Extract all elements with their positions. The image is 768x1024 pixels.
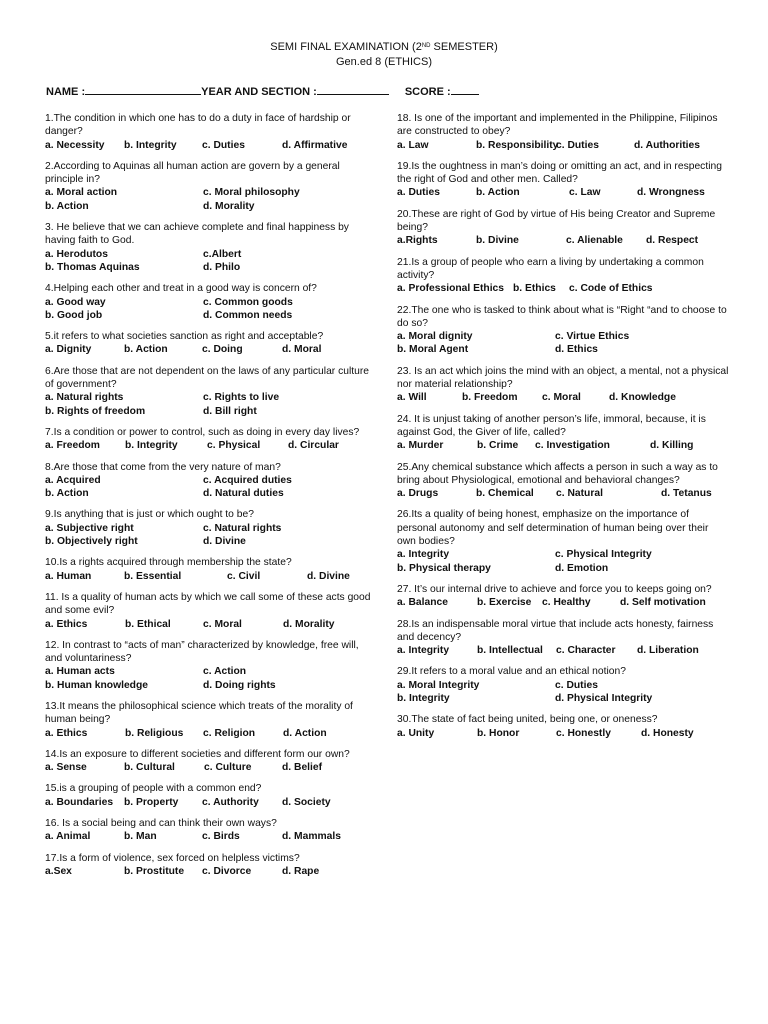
options-row <box>45 343 377 356</box>
question-stem: 20.These are right of God by virtue of His being Creator and Supreme being? <box>397 208 716 234</box>
answer-option: c. Duties <box>202 139 245 151</box>
answer-option: a. Balance <box>397 597 448 609</box>
answer-option: b. Thomas Aquinas <box>45 261 140 273</box>
options-row <box>397 644 729 657</box>
options-row <box>45 796 377 809</box>
answer-option: b. Property <box>124 796 179 808</box>
question-stem: 28.Is an indispensable moral virtue that include acts honesty, fairness and decency? <box>397 618 714 643</box>
answer-option: c. Code of Ethics <box>569 283 653 295</box>
answer-option: b. Essential <box>124 570 182 582</box>
question-stem: 26.Its a quality of being honest, emphasize on the importance of personal autonomy and self determination of human being over their own bodies? <box>397 509 709 548</box>
answer-option: b. Crime <box>477 440 519 452</box>
answer-option: c. Action <box>203 666 247 678</box>
question-stem: 2.According to Aquinas all human action are govern by a general principle in? <box>45 160 340 186</box>
answer-option: c. Natural rights <box>203 522 282 534</box>
answer-option: c. Character <box>556 645 616 657</box>
question-item <box>45 700 377 740</box>
answer-option: b. Exercise <box>477 597 532 609</box>
question-stem: 11. Is a quality of human acts by which we call some of these acts good and some evil? <box>45 591 371 617</box>
question-item <box>397 112 729 152</box>
options-row <box>45 439 377 452</box>
options-row <box>45 405 377 418</box>
options-row <box>45 474 377 487</box>
answer-option: c. Law <box>569 187 601 199</box>
answer-option: a. Good way <box>45 296 106 308</box>
answer-option: c. Moral <box>542 392 581 404</box>
answer-option: d. Knowledge <box>609 392 676 404</box>
answer-option: b. Chemical <box>476 488 534 500</box>
answer-option: d. Liberation <box>637 645 699 657</box>
options-row <box>397 679 729 692</box>
answer-option: c. Natural <box>556 488 603 500</box>
score-label: SCORE : <box>404 86 451 98</box>
question-stem: 6.Are those that are not dependent on the laws of any particular culture of government? <box>45 365 369 391</box>
options-row <box>45 391 377 404</box>
options-row <box>45 248 377 261</box>
answer-option: c. Civil <box>227 570 261 582</box>
question-stem: 5.it refers to what societies sanction as right and acceptable? <box>45 331 324 343</box>
answer-option: b. Action <box>45 200 89 212</box>
answer-option: d. Tetanus <box>661 488 712 500</box>
answer-option: d. Emotion <box>555 562 609 574</box>
questions-left-column <box>45 112 377 886</box>
options-row <box>397 548 729 561</box>
answer-option: b. Ethics <box>513 283 556 295</box>
question-stem: 16. Is a social being and can think their own ways? <box>45 818 277 830</box>
question-item <box>45 330 377 357</box>
question-item <box>45 282 377 322</box>
question-stem: 21.Is a group of people who earn a living by undertaking a common activity? <box>397 256 704 281</box>
options-row <box>45 865 377 878</box>
question-stem: 3. He believe that we can achieve complete and final happiness by having faith to God. <box>45 222 349 247</box>
answer-option: b. Action <box>45 488 89 500</box>
answer-option: b. Man <box>124 831 157 843</box>
answer-option: b. Prostitute <box>124 865 185 877</box>
options-row <box>397 596 729 609</box>
options-row <box>397 439 729 452</box>
options-row <box>45 186 377 199</box>
answer-option: a. Unity <box>397 727 435 739</box>
options-row <box>397 727 729 740</box>
answer-option: a. Animal <box>45 831 91 843</box>
answer-option: d. Action <box>283 727 327 739</box>
question-stem: 29.It refers to a moral value and an ethical notion? <box>397 666 626 678</box>
answer-option: c. Culture <box>204 762 252 774</box>
question-stem: 17.Is a form of violence, sex forced on helpless victims? <box>45 852 300 864</box>
options-row <box>45 261 377 274</box>
answer-option: d. Rape <box>282 865 320 877</box>
answer-option: d. Physical Integrity <box>555 692 653 704</box>
answer-option: c. Divorce <box>202 865 252 877</box>
answer-option: d. Doing rights <box>203 679 276 691</box>
answer-option: b. Action <box>124 344 168 356</box>
options-row <box>45 535 377 548</box>
question-stem: 14.Is an exposure to different societies and different form our own? <box>45 748 350 760</box>
answer-option: a. Freedom <box>45 440 100 452</box>
options-row <box>45 309 377 322</box>
question-item <box>45 461 377 501</box>
answer-option: a. Moral action <box>45 187 118 199</box>
options-row <box>397 343 729 356</box>
question-item <box>45 508 377 548</box>
options-row <box>45 487 377 500</box>
question-item <box>45 221 377 274</box>
exam-subtitle: Gen.ed 8 (ETHICS) <box>336 55 432 68</box>
answer-option: a.Sex <box>45 865 72 877</box>
answer-option: c. Honestly <box>556 727 611 739</box>
answer-option: a. Dignity <box>45 344 92 356</box>
answer-option: c. Moral <box>203 618 242 630</box>
answer-option: c. Physical <box>207 440 261 452</box>
options-row <box>45 296 377 309</box>
answer-option: a. Necessity <box>45 139 105 151</box>
answer-option: a. Murder <box>397 440 444 452</box>
answer-option: a. Subjective right <box>45 522 134 534</box>
answer-option: d. Respect <box>646 235 699 247</box>
question-item <box>397 208 729 248</box>
name-label: NAME : <box>46 86 86 98</box>
options-row <box>397 139 729 152</box>
question-item <box>45 160 377 213</box>
question-item <box>397 365 729 405</box>
exam-title: SEMI FINAL EXAMINATION (2ND SEMESTER) <box>270 41 498 53</box>
name-blank <box>85 84 201 95</box>
question-stem: 8.Are those that come from the very nature of man? <box>45 461 281 473</box>
answer-option: a. Professional Ethics <box>397 283 505 295</box>
answer-option: a. Integrity <box>397 645 450 657</box>
year-section-blank <box>317 84 389 95</box>
questions-right-column <box>397 112 729 748</box>
answer-option: d. Divine <box>203 536 246 548</box>
answer-option: a. Human <box>45 570 92 582</box>
answer-option: c. Alienable <box>566 235 623 247</box>
answer-option: b. Integrity <box>124 139 177 151</box>
answer-option: c. Religion <box>203 727 256 739</box>
options-row <box>397 234 729 247</box>
answer-option: b. Objectively right <box>45 536 138 548</box>
question-item <box>397 508 729 574</box>
answer-option: d. Belief <box>282 762 323 774</box>
answer-option: a. Acquired <box>45 474 101 486</box>
options-row <box>45 727 377 740</box>
answer-option: b. Freedom <box>462 392 518 404</box>
question-stem: 24. It is unjust taking of another person’s life, immoral, because, it is against God, the Giver of life, called? <box>397 413 706 438</box>
answer-option: c. Acquired duties <box>203 474 292 486</box>
question-stem: 12. In contrast to “acts of man” characterized by knowledge, free will, and voluntariness? <box>45 639 359 665</box>
question-item <box>45 852 377 879</box>
answer-option: c. Duties <box>555 679 598 691</box>
options-row <box>397 692 729 705</box>
answer-option: a. Boundaries <box>45 796 114 808</box>
answer-option: d. Moral <box>282 344 322 356</box>
question-stem: 18. Is one of the important and implemented in the Philippine, Filipinos are constructed to obey? <box>397 113 718 138</box>
options-row <box>45 139 377 152</box>
question-item <box>397 665 729 705</box>
question-item <box>397 461 729 501</box>
answer-option: b. Good job <box>45 309 103 321</box>
question-stem: 13.It means the philosophical science which treats of the morality of human being? <box>45 700 353 726</box>
question-item <box>45 782 377 809</box>
answer-option: c. Authority <box>202 796 259 808</box>
answer-option: d. Self motivation <box>620 597 706 609</box>
options-row <box>45 761 377 774</box>
answer-option: a. Herodutos <box>45 248 108 260</box>
question-item <box>45 556 377 583</box>
answer-option: c. Physical Integrity <box>555 549 652 561</box>
answer-option: a. Drugs <box>397 488 439 500</box>
answer-option: c. Investigation <box>535 440 610 452</box>
options-row <box>397 330 729 343</box>
options-row <box>45 200 377 213</box>
answer-option: b. Intellectual <box>477 645 543 657</box>
answer-option: d. Society <box>282 796 331 808</box>
answer-option: b. Integrity <box>397 692 450 704</box>
year-section-label: YEAR AND SECTION : <box>201 86 317 98</box>
answer-option: b. Human knowledge <box>45 679 148 691</box>
question-item <box>45 112 377 152</box>
answer-option: d. Mammals <box>282 831 341 843</box>
answer-option: a. Moral Integrity <box>397 679 480 691</box>
answer-option: b. Moral Agent <box>397 344 469 356</box>
answer-option: d. Common needs <box>203 309 293 321</box>
answer-option: d. Morality <box>203 200 255 212</box>
answer-option: d. Morality <box>283 618 335 630</box>
answer-option: b. Divine <box>476 235 519 247</box>
answer-option: d. Wrongness <box>637 187 705 199</box>
question-item <box>45 591 377 631</box>
question-item <box>45 817 377 844</box>
answer-option: d. Natural duties <box>203 488 284 500</box>
answer-option: c. Doing <box>202 344 243 356</box>
options-row <box>397 282 729 295</box>
answer-option: a. Natural rights <box>45 392 124 404</box>
answer-option: d. Affirmative <box>282 139 348 151</box>
options-row <box>397 391 729 404</box>
question-stem: 15.is a grouping of people with a common end? <box>45 783 262 795</box>
answer-option: b. Ethical <box>125 618 171 630</box>
answer-option: a. Integrity <box>397 549 450 561</box>
answer-option: b. Religious <box>125 727 184 739</box>
question-stem: 19.Is the oughtness in man’s doing or omitting an act, and in respecting the right of God and other men. Called? <box>397 160 722 186</box>
answer-option: c. Moral philosophy <box>203 187 300 199</box>
answer-option: c. Healthy <box>542 597 591 609</box>
answer-option: d. Divine <box>307 570 350 582</box>
question-item <box>45 639 377 692</box>
answer-option: c. Virtue Ethics <box>555 331 630 343</box>
answer-option: a.Rights <box>397 235 438 247</box>
question-stem: 30.The state of fact being united, being one, or oneness? <box>397 714 658 726</box>
question-stem: 10.Is a rights acquired through membership the state? <box>45 557 292 569</box>
question-item <box>397 413 729 453</box>
options-row <box>397 487 729 500</box>
answer-option: d. Philo <box>203 261 241 273</box>
answer-option: c. Duties <box>556 139 599 151</box>
answer-option: b. Action <box>476 187 520 199</box>
options-row <box>45 570 377 583</box>
question-stem: 27. It’s our internal drive to achieve and force you to keeps going on? <box>397 583 712 595</box>
question-stem: 22.The one who is tasked to think about what is “Right “and to choose to do so? <box>397 304 727 329</box>
answer-option: d. Killing <box>650 440 694 452</box>
answer-option: c. Birds <box>202 831 240 843</box>
answer-option: b. Integrity <box>125 440 178 452</box>
options-row <box>397 562 729 575</box>
answer-option: d. Circular <box>288 440 339 452</box>
question-item <box>45 748 377 775</box>
answer-option: d. Bill right <box>203 405 257 417</box>
answer-option: b. Responsibility <box>476 139 559 151</box>
answer-option: c.Albert <box>203 248 242 260</box>
question-item <box>397 256 729 296</box>
answer-option: a. Ethics <box>45 618 88 630</box>
answer-option: a. Human acts <box>45 666 115 678</box>
student-info-row <box>46 84 479 99</box>
question-stem: 1.The condition in which one has to do a duty in face of hardship or danger? <box>45 113 351 138</box>
answer-option: a. Duties <box>397 187 440 199</box>
question-item <box>397 304 729 357</box>
answer-option: a. Moral dignity <box>397 331 473 343</box>
options-row <box>397 186 729 199</box>
question-stem: 9.Is anything that is just or which ought to be? <box>45 509 254 521</box>
answer-option: c. Common goods <box>203 296 293 308</box>
answer-option: b. Honor <box>477 727 520 739</box>
answer-option: a. Sense <box>45 762 87 774</box>
answer-option: b. Rights of freedom <box>45 405 146 417</box>
answer-option: c. Rights to live <box>203 392 280 404</box>
question-stem: 23. Is an act which joins the mind with an object, a mental, not a physical nor material relationship? <box>397 365 729 391</box>
question-item <box>45 365 377 418</box>
question-stem: 7.Is a condition or power to control, such as doing in every day lives? <box>45 426 360 438</box>
question-item <box>397 713 729 740</box>
options-row <box>45 618 377 631</box>
question-item <box>397 160 729 200</box>
answer-option: b. Cultural <box>124 762 175 774</box>
title-superscript: ND <box>421 43 431 49</box>
answer-option: a. Law <box>397 139 429 151</box>
question-stem: 25.Any chemical substance which affects a person in such a way as to bring about Physiological, emotional and behavioral changes? <box>397 461 718 486</box>
answer-option: b. Physical therapy <box>397 562 491 574</box>
exam-title-block <box>0 40 768 69</box>
answer-option: d. Ethics <box>555 344 598 356</box>
answer-option: a. Will <box>397 392 427 404</box>
question-item <box>45 426 377 453</box>
score-blank <box>451 84 479 95</box>
options-row <box>45 679 377 692</box>
answer-option: d. Honesty <box>641 727 694 739</box>
answer-option: a. Ethics <box>45 727 88 739</box>
options-row <box>45 522 377 535</box>
options-row <box>45 665 377 678</box>
options-row <box>45 830 377 843</box>
question-stem: 4.Helping each other and treat in a good way is concern of? <box>45 283 317 295</box>
question-item <box>397 583 729 610</box>
answer-option: d. Authorities <box>634 139 700 151</box>
question-item <box>397 618 729 658</box>
